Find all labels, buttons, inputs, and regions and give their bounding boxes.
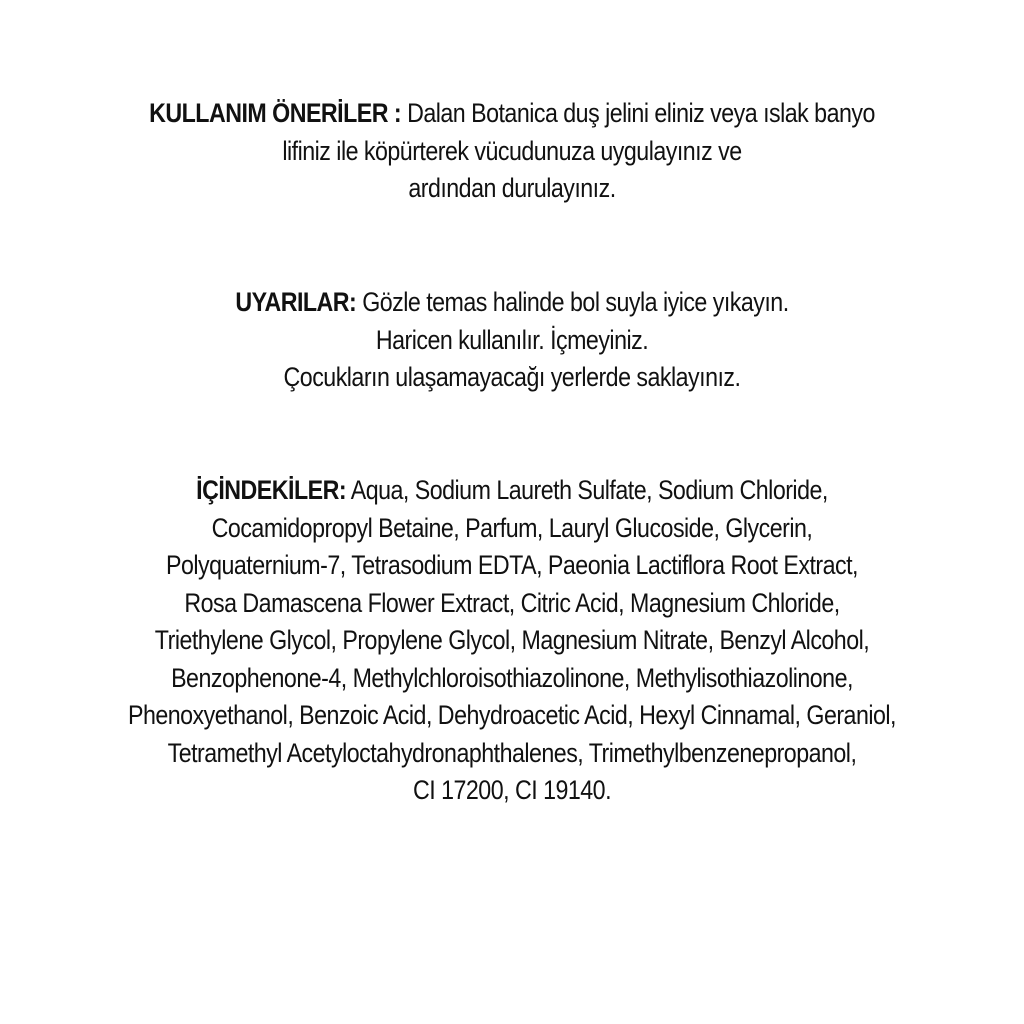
ingredients-heading: İÇİNDEKİLER:: [196, 475, 347, 505]
usage-text: Dalan Botanica duş jelini eliniz veya ıslak banyo: [401, 98, 875, 128]
warnings-line-3: Çocukların ulaşamayacağı yerlerde saklayınız.: [283, 362, 741, 392]
warnings-line-2: Haricen kullanılır. İçmeyiniz.: [375, 324, 649, 355]
usage-section: [106, 95, 918, 208]
ingredients-line-2: Cocamidopropyl Betaine, Parfum, Lauryl Glucoside, Glycerin,: [211, 512, 813, 543]
usage-line-3: ardından durulayınız.: [408, 173, 616, 203]
ingredients-line-3: Polyquaternium-7, Tetrasodium EDTA, Paeonia Lactiflora Root Extract,: [166, 550, 858, 580]
ingredients-text: Aqua, Sodium Laureth Sulfate, Sodium Chloride,: [346, 475, 828, 505]
warnings-heading: UYARILAR:: [235, 287, 357, 317]
warnings-line-1: [106, 284, 918, 322]
ingredients-line-5: Triethylene Glycol, Propylene Glycol, Magnesium Nitrate, Benzyl Alcohol,: [154, 625, 870, 655]
usage-line-2: lifiniz ile köpürterek vücudunuza uygulayınız ve: [282, 135, 742, 166]
ingredients-line-6: Benzophenone-4, Methylchloroisothiazolinone, Methylisothiazolinone,: [171, 662, 853, 693]
ingredients-line-4: Rosa Damascena Flower Extract, Citric Acid, Magnesium Chloride,: [184, 587, 840, 618]
ingredients-line-9: CI 17200, CI 19140.: [412, 775, 612, 805]
warnings-section: [106, 284, 918, 397]
ingredients-section: [106, 472, 918, 810]
ingredients-line-1: [106, 472, 918, 510]
usage-heading: KULLANIM ÖNERİLER :: [149, 98, 402, 128]
ingredients-line-7: Phenoxyethanol, Benzoic Acid, Dehydroacetic Acid, Hexyl Cinnamal, Geraniol,: [127, 700, 896, 730]
ingredients-line-8: Tetramethyl Acetyloctahydronaphthalenes, Trimethylbenzenepropanol,: [167, 737, 857, 768]
usage-line-1: [106, 95, 918, 133]
warnings-text: Gözle temas halinde bol suyla iyice yıkayın.: [356, 287, 789, 317]
